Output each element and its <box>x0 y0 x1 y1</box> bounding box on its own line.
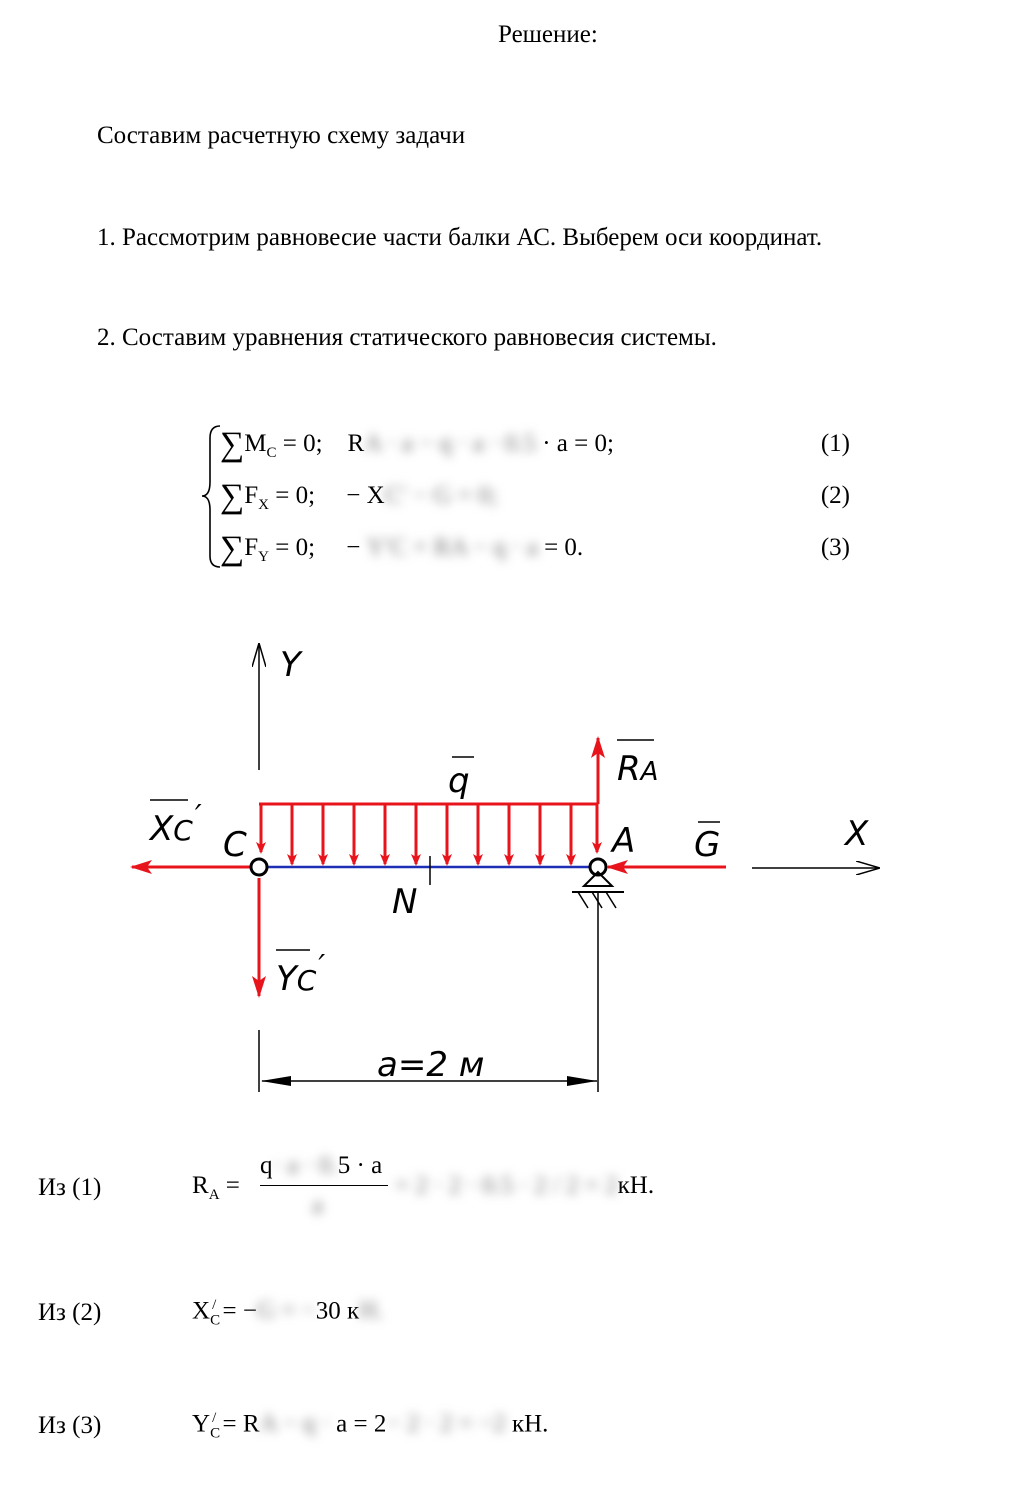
paragraph-2: 1. Рассмотрим равновесие части балки АС. Выберем оси координат. <box>97 224 823 251</box>
result-3-label: Из (3) <box>38 1412 102 1439</box>
point-c-label: C <box>223 825 247 865</box>
result-1-numerator: q· a · 0.5 · a <box>260 1152 383 1179</box>
equation-row-2: $\sum F_X = 0$; − XC′ − G = 0; <box>220 478 498 515</box>
result-3-expression: $Y_C^/$ = RA − q · a = 2− 2 · 2 = −2 кН. <box>192 1410 549 1442</box>
q-label: q <box>448 761 470 801</box>
equation-row-1: $\sum M_C = 0$; RA · a − q · a · 0.5 · a = 0; <box>220 426 614 463</box>
equation-number-3: (3) <box>820 534 850 561</box>
hinge-c <box>251 859 267 875</box>
result-1-lhs: $R_A$ = <box>192 1172 240 1203</box>
dimension-label: a=2 м <box>377 1045 485 1085</box>
paragraph-1: Составим расчетную схему задачи <box>97 122 466 149</box>
g-label: G <box>694 825 721 865</box>
y-axis-label: Y <box>280 645 301 685</box>
heading: Решение: <box>498 21 598 48</box>
result-2-expression: $X_C^/ = -G = -30$ кН. <box>192 1297 384 1329</box>
yc-label: YC′ <box>276 949 326 999</box>
xc-label: XC′ <box>150 799 202 849</box>
x-axis-label: X <box>845 814 869 854</box>
result-1-label: Из (1) <box>38 1174 102 1201</box>
point-a-label: A <box>612 821 636 861</box>
equation-number-2: (2) <box>820 482 850 509</box>
distributed-load-arrows <box>261 804 597 864</box>
result-1-fraction-bar <box>260 1185 388 1186</box>
paragraph-3: 2. Составим уравнения статического равновесия системы. <box>97 324 717 351</box>
equation-number-1: (1) <box>820 430 850 457</box>
equation-row-3: $\sum F_Y = 0$; − Y′C + RA − q · a = 0. <box>220 530 584 567</box>
support-a <box>572 859 624 1092</box>
ra-label: RA <box>617 749 659 789</box>
result-1-denominator: a <box>312 1192 324 1219</box>
result-2-label: Из (2) <box>38 1299 102 1326</box>
n-label: N <box>392 882 418 922</box>
result-1-rhs: = 2 · 2 · 0.5 · 2 / 2 = 2кН. <box>395 1172 655 1199</box>
